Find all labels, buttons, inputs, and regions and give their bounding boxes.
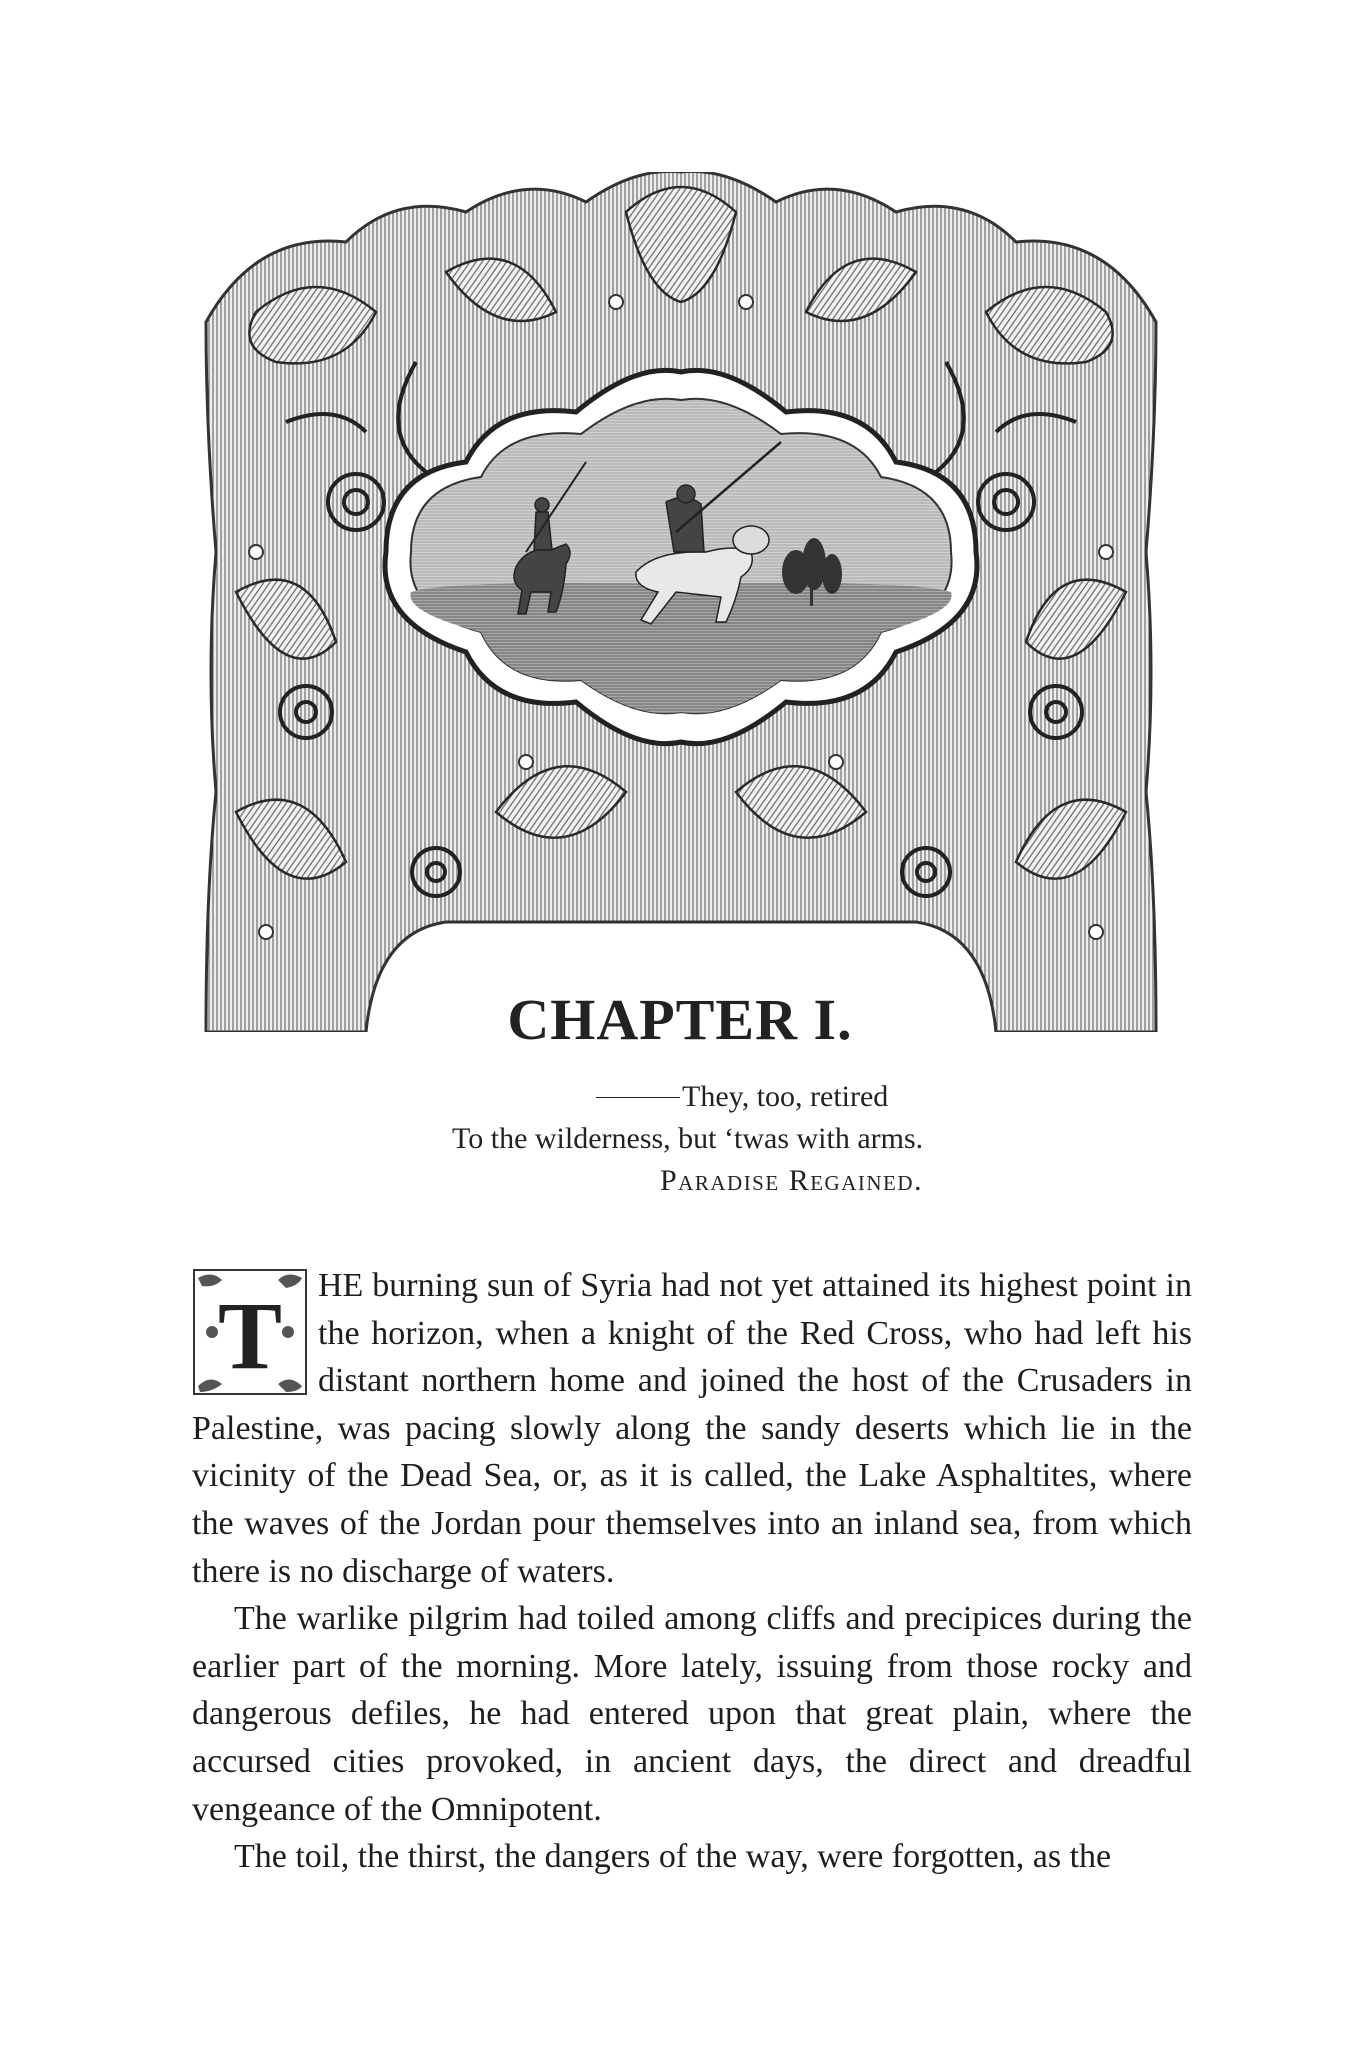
dropcap-letter: T <box>217 1282 283 1389</box>
ornamental-dropcap-t <box>192 1268 308 1396</box>
epigraph-line-1 <box>596 1076 888 1118</box>
chapter-headpiece-engraving <box>196 172 1166 1032</box>
chapter-title: CHAPTER I. <box>507 986 853 1052</box>
paragraph-3: The toil, the thirst, the dangers of the way, were forgotten, as the <box>234 1838 1112 1876</box>
epigraph-text-1: They, too, retired <box>682 1080 889 1113</box>
epigraph-source: Paradise Regained. <box>660 1164 924 1197</box>
paragraph-2: The warlike pilgrim had toiled among cliffs and precipices during the earlier part of the morning. More lately, issuing from those rocky and dangerous defiles, he had entered upon that great plain, where the accursed cities provoked, in ancient days, the direct and dreadful vengeance of the Omnipotent. <box>192 1600 1192 1828</box>
epigraph-line-2: To the wilderness, but ‘twas with arms. <box>452 1122 924 1155</box>
paragraph-1: HE burning sun of Syria had not yet attained its highest point in the horizon, when a knight of the Red Cross, who had left his distant northern home and joined the host of the Crusaders in Palestine, was pacing slowly along the sandy deserts which lie in the vicinity of the Dead Sea, or, as it is called, the Lake Asphaltites, where the waves of the Jordan pour themselves into an inland sea, from which there is no discharge of waters. <box>192 1267 1192 1590</box>
em-dash-rule <box>596 1097 680 1098</box>
chapter-body <box>192 1262 1192 1881</box>
